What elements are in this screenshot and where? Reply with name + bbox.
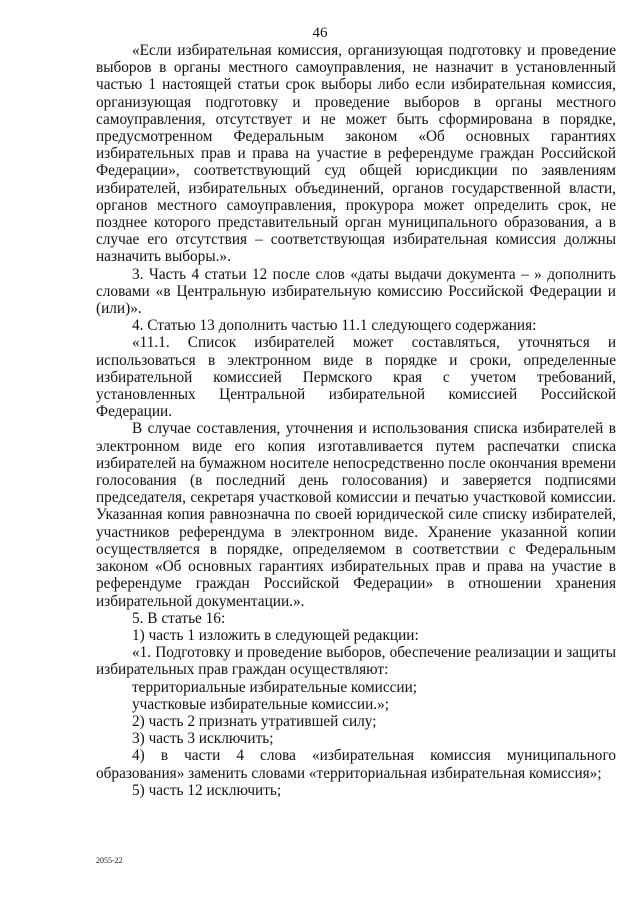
paragraph-subitem-1: 1) часть 1 изложить в следующей редакции:: [132, 626, 419, 644]
paragraph-electronic-list-copy: В случае составления, уточнения и использования списка избирателей в электронном виде его копия изготавливается путем распечатки списка избирателей на бумажном носителе непосредственно после окончания времени голосования (в последний день голосования) и заверяется подписями председателя, секретаря участковой комиссии и печатью участковой комиссии. Указанная копия равнозначна по своей юридической силе списку избирателей, участников референдума в электронном виде. Хранение указанной копии осуществляется в порядке, определяемом в соответствии с Федеральным законом «Об основных гарантиях избирательных прав и права на участие в референдуме граждан Российской Федерации» в отношении хранения избирательной документации.».: [96, 420, 616, 610]
paragraph-territorial-commissions: территориальные избирательные комиссии;: [132, 678, 418, 696]
paragraph-item-4: 4. Статью 13 дополнить частью 11.1 следующего содержания:: [132, 317, 537, 335]
page-number: 46: [312, 25, 328, 41]
paragraph-subitem-4: 4) в части 4 слова «избирательная комиссия муниципального образования» заменить словами «территориальная избирательная комиссия»;: [96, 747, 616, 782]
paragraph-subitem-2: 2) часть 2 признать утратившей силу;: [132, 712, 377, 730]
paragraph-part-11-1: «11.1. Список избирателей может составляться, уточняться и использоваться в электронном виде в порядке и сроки, определенные избирательной комиссией Пермского края с учетом требований, установленных Центральной избирательной комиссией Российской Федерации.: [96, 334, 616, 421]
document-body: [96, 42, 616, 799]
paragraph-precinct-commissions: участковые избирательные комиссии.»;: [132, 695, 389, 713]
paragraph-subitem-5: 5) часть 12 исключить;: [132, 781, 282, 799]
footer-document-code: 2055-22: [96, 856, 123, 865]
paragraph-item-3: 3. Часть 4 статьи 12 после слов «даты выдачи документа – » дополнить словами «в Центральную избирательную комиссию Российской Федерации и (или)».: [96, 265, 616, 318]
paragraph-new-part-1: «1. Подготовку и проведение выборов, обеспечение реализации и защиты избирательных прав граждан осуществляют:: [96, 644, 616, 679]
paragraph-quoted-amendment-article-10: «Если избирательная комиссия, организующая подготовку и проведение выборов в органы местного самоуправления, не назначит в установленный частью 1 настоящей статьи срок выборы либо если избирательная комиссия, организующая подготовку и проведение выборов в органы местного самоуправления, отсутствует и не может быть сформирована в порядке, предусмотренном Федеральным законом «Об основных гарантиях избирательных прав и права на участие в референдуме граждан Российской Федерации», соответствующий суд общей юрисдикции по заявлениям избирателей, избирательных объединений, органов государственной власти, органов местного самоуправления, прокурора может определить срок, не позднее которого представительный орган муниципального образования, а в случае его отсутствия – соответствующая избирательная комиссия должны назначить выборы.».: [96, 42, 616, 266]
paragraph-item-5: 5. В статье 16:: [132, 609, 226, 627]
paragraph-subitem-3: 3) часть 3 исключить;: [132, 730, 274, 748]
